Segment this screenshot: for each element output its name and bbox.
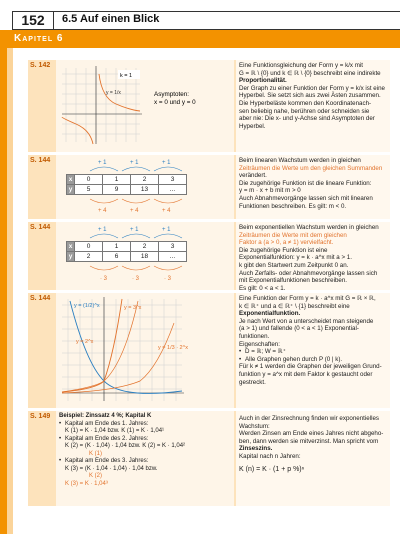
section-title: 6.5 Auf einen Blick [62, 13, 160, 25]
cell: 2 [131, 242, 159, 252]
text-line: Faktor a (a > 0, a ≠ 1) vervielfacht. [239, 239, 334, 247]
example-title: Beispiel: Zinssatz 4 %; Kapital K [59, 413, 152, 419]
asymptote-label: Asymptoten: [154, 91, 189, 98]
linear-value-table: x 0 1 2 3 y 5 9 13 ... [66, 174, 187, 195]
text-line: Es gilt: 0 < a < 1. [239, 284, 286, 292]
text-line: Die zugehörige Funktion ist die lineare Funktion: [239, 179, 372, 187]
text-line: (a > 1) und fallende (0 < a < 1) Exponential- [239, 325, 359, 333]
page-ref: S. 144 [30, 224, 51, 231]
text-line: G = ℝ \ {0} und k ∈ ℝ \ {0} beschreibt eine indirekte [239, 69, 381, 77]
text-line: Hyperbel. [239, 122, 266, 130]
text-line: k ∈ ℝ⁺ und a ∈ ℝ⁺ \ {1} beschreibt eine [239, 302, 350, 310]
page-number: 152 [12, 11, 54, 30]
text-line: Kapital nach n Jahren: [239, 452, 301, 460]
text-line: Exponentialfunktion: y = k · a^x mit a > 1. [239, 254, 352, 262]
text-line: funktionen. [239, 332, 270, 340]
text-line: mit Exponentialfunktionen beschreiben. [239, 277, 348, 285]
formula-line: K (2) = (K · 1,04) · 1,04 bzw. K (2) = K · 1,04² [65, 443, 186, 449]
text-line: Hyperbel. Sie setzt sich aus zwei Ästen zusammen. [239, 92, 381, 100]
page-header [0, 0, 400, 48]
step-label: + 1 [162, 160, 171, 166]
text-line: Eine Funktionsgleichung der Form y = k/x mit [239, 62, 363, 69]
step-label: + 1 [130, 160, 139, 166]
cell: 1 [103, 175, 131, 185]
step-label: · 3 [164, 276, 172, 282]
exponential-text [236, 222, 390, 290]
text-line: Die Hyperbeläste kommen den Koordinatenach- [239, 99, 372, 107]
list-item: • Alle Graphen gehen durch P (0 | k). [239, 356, 387, 364]
linear-table-panel [56, 155, 234, 219]
cell: 3 [159, 175, 187, 185]
cell: 1 [103, 242, 131, 252]
text-line: Zeiträumen die Werte um den gleichen Summanden [239, 164, 383, 172]
text-line: Auch Zerfalls- oder Abnahmevorgänge lassen sich [239, 269, 378, 277]
step-label: + 1 [162, 227, 171, 233]
formula-line: K (3) = K · 1,04³ [65, 480, 108, 487]
text-line: Zeiträumen die Werte mit dem gleichen [239, 231, 347, 239]
text-line: Beim linearen Wachstum werden in gleichen [239, 157, 361, 164]
list-item: • Kapital am Ende des 1. Jahres: [59, 421, 231, 429]
text-line: Wachstum: [239, 422, 270, 430]
cell: ... [159, 185, 187, 195]
formula-line: K (3) = (K · 1,04 · 1,04) · 1,04 bzw. [65, 465, 158, 472]
step-label: + 1 [98, 227, 107, 233]
hyperbola-graph [56, 60, 234, 152]
exp-graph-panel [56, 293, 234, 408]
formula-note: K (2) [89, 473, 103, 479]
text-line: Eigenschaften: [239, 340, 280, 348]
text-line: Beim exponentiellen Wachstum werden in gleichen [239, 224, 379, 231]
text-line: verändert. [239, 172, 267, 180]
curve-label: y = 2^x [76, 339, 94, 345]
asymptote-values: x = 0 und y = 0 [154, 99, 196, 106]
interest-example [56, 411, 234, 506]
text-line: funktion y = a^x mit dem Faktor k gestaucht oder [239, 370, 373, 378]
chapter-label: Kapitel 6 [14, 33, 64, 44]
side-stripe-light [7, 48, 13, 534]
text-line: Werden Zinsen am Ende eines Jahres nicht abgeho- [239, 430, 384, 438]
list-item: • Kapital am Ende des 3. Jahres: [59, 458, 231, 466]
step-label: + 4 [98, 208, 107, 214]
cell: 9 [103, 185, 131, 195]
text-line: Der Graph zu einer Funktion der Form y = k/x ist eine [239, 84, 385, 92]
step-label: + 1 [130, 227, 139, 233]
page-ref: S. 142 [30, 62, 51, 69]
exp-function-graph [56, 293, 234, 408]
step-label: + 4 [162, 208, 171, 214]
step-label: + 1 [98, 160, 107, 166]
cell: 13 [131, 185, 159, 195]
step-label: · 3 [100, 276, 108, 282]
list-item: • Kapital am Ende des 2. Jahres: [59, 436, 231, 444]
cell: 18 [131, 252, 159, 262]
chapter-banner [0, 30, 400, 48]
text-line: Die zugehörige Funktion ist eine [239, 246, 328, 254]
func-label: y = 1/x [106, 90, 121, 96]
formula-line: K (1) = K · 1,04 bzw. K (1) = K · 1,04¹ [65, 428, 165, 434]
cell: ... [159, 252, 187, 262]
text-line: Eine Funktion der Form y = k · a^x mit G = ℝ × ℝ, [239, 295, 376, 302]
text-line: Proportionalität. [239, 77, 287, 85]
cell: 6 [103, 252, 131, 262]
summary-row-hyperbola [28, 60, 390, 152]
text-line: Exponentialfunktion. [239, 310, 301, 318]
summary-row-exponential [28, 222, 390, 290]
summary-row-interest [28, 411, 390, 506]
text-line: aber nie: Die x- und y-Achse sind Asymptoten der [239, 115, 375, 123]
text-line: Für k ≠ 1 werden die Graphen der jeweiligen Grund- [239, 363, 382, 371]
text-line: sen beliebig nahe, berühren oder schneiden sie [239, 107, 370, 115]
cell: 0 [75, 242, 103, 252]
formula-note: K (1) [89, 450, 103, 457]
text-line: Je nach Wert von a unterscheidet man steigende [239, 317, 374, 325]
summary-row-linear [28, 155, 390, 219]
k-label: k = 1 [120, 73, 133, 79]
formula-line: K (n) = K · (1 + p %)ⁿ [239, 465, 305, 473]
text-line: Auch in der Zinsrechnung finden wir exponentielles [239, 415, 379, 422]
hyperbola-text [236, 60, 390, 152]
exponential-value-table: x 0 1 2 3 y 2 6 18 ... [66, 241, 187, 262]
cell: 2 [131, 175, 159, 185]
linear-text [236, 155, 390, 219]
page-ref: S. 144 [30, 157, 51, 164]
text-line: k gibt den Startwert zum Zeitpunkt 0 an. [239, 261, 349, 269]
text-line: ben, dann werden sie mitverzinst. Man spricht vom [239, 437, 379, 445]
hyperbola-graph-panel [56, 60, 234, 152]
cell: 5 [75, 185, 103, 195]
exp-function-text [236, 293, 390, 408]
side-stripe [0, 48, 7, 534]
summary-row-exp-function [28, 293, 390, 408]
text-line: Zinseszins. [239, 445, 273, 453]
list-item: • D = ℝ; W = ℝ⁺ [239, 348, 387, 356]
text-line: gestreckt. [239, 378, 266, 386]
interest-text [236, 411, 390, 506]
cell: 0 [75, 175, 103, 185]
cell: 2 [75, 252, 103, 262]
text-line: y = m · x + b mit m > 0 [239, 187, 301, 195]
text-line: Auch Abnahmevorgänge lassen sich mit linearen [239, 194, 373, 202]
curve-label: y = 3^x [124, 305, 142, 311]
curve-label: y = (1/2)^x [74, 303, 100, 309]
page-ref: S. 144 [30, 295, 51, 302]
page-ref: S. 149 [30, 413, 51, 420]
curve-label: y = 1/3 · 2^x [158, 345, 188, 351]
cell: 3 [159, 242, 187, 252]
exponential-table-panel [56, 222, 234, 290]
text-line: Funktionen beschreiben. Es gilt: m < 0. [239, 202, 347, 210]
step-label: + 4 [130, 208, 139, 214]
step-label: · 3 [132, 276, 140, 282]
